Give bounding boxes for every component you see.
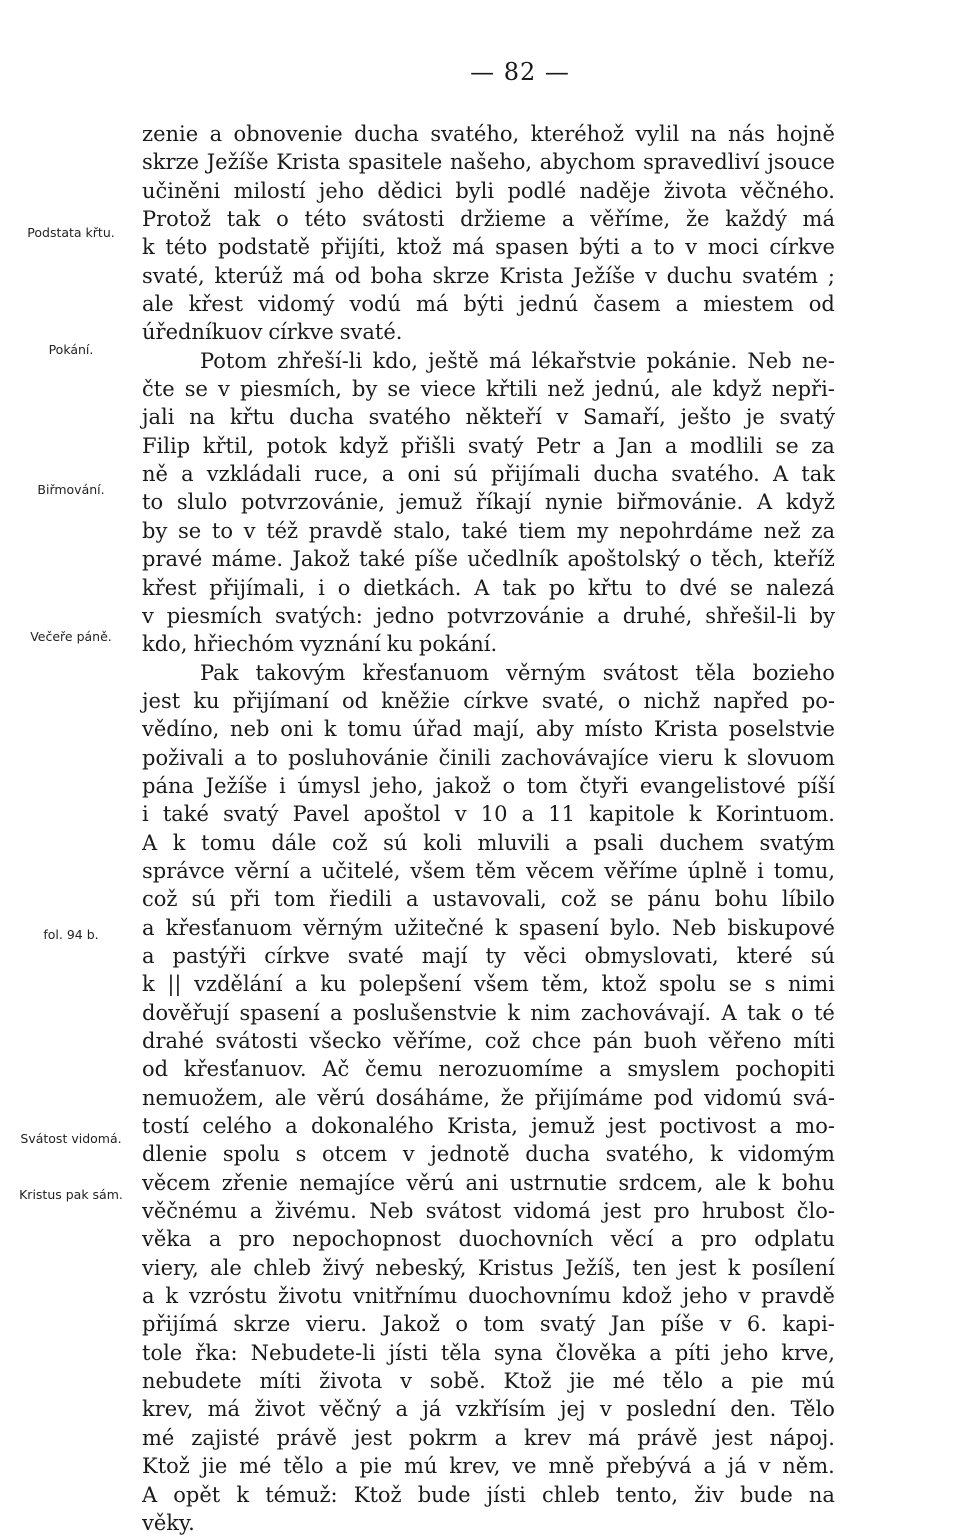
- text-line: věčnému a živému. Neb svátost vidomá jest pro hrubost člo-: [142, 1199, 835, 1224]
- text-line: A k tomu dále což sú koli mluvili a psali duchem svatým: [142, 830, 835, 855]
- text-line: což sú při tom řiedili a ustavovali, což se pánu bohu líbilo: [142, 887, 835, 912]
- text-line: kdo, hřiechóm vyznání ku pokání.: [142, 632, 498, 657]
- text-line: Potom zhřeší-li kdo, ještě má lékařstvie pokánie. Neb ne-: [200, 348, 835, 373]
- text-line: v piesmích svatých: jedno potvrzovánie a druhé, shřešil-li by: [142, 603, 835, 628]
- text-line: i také svatý Pavel apoštol v 10 a 11 kapitole k Korintuom.: [142, 802, 835, 827]
- text-line: dlenie spolu s otcem v jednotě ducha svatého, k vidomým: [142, 1142, 835, 1167]
- text-line: věka a pro nepochopnost duochovních věcí a pro odplatu: [142, 1227, 835, 1252]
- text-line: správce věrní a učitelé, všem těm věcem věříme úplně i tomu,: [142, 858, 835, 883]
- text-line: zenie a obnovenie ducha svatého, kteréhož vylil na nás hojně: [142, 122, 835, 146]
- text-line: a pastýři církve svaté mají ty věci obmyslovati, které sú: [142, 943, 835, 968]
- text-line: poživali a to posluhovánie činili zachovávajíce vieru k slovuom: [142, 745, 835, 770]
- text-line: ale křest vidomý vodú má býti jednú časem a miestem od: [142, 292, 835, 317]
- text-line: a k vzróstu životu vnitřnímu duochovnímu kdož jeho v pravdě: [142, 1284, 835, 1309]
- margin-note: Svátost vidomá.: [20, 1131, 122, 1146]
- text-line: nebudete míti života v sobě. Ktož jie mé tělo a pie mú: [142, 1369, 835, 1394]
- margin-note: Večeře páně.: [30, 629, 112, 644]
- text-line: jest ku přijímaní od kněžie církve svaté, o nichž napřed po-: [142, 688, 835, 713]
- text-line: věky.: [142, 1510, 195, 1535]
- text-line: krev, má život věčný a já vzkřísím jej v poslední den. Tělo: [142, 1397, 835, 1422]
- text-line: k této podstatě přijíti, ktož má spasen býti a to v moci církve: [142, 235, 835, 260]
- page-number: — 82 —: [470, 58, 570, 86]
- margin-note: Biřmování.: [37, 482, 105, 497]
- text-line: věcem zřenie nemajíce věrú ani ustrnutie srdcem, ale k bohu: [142, 1170, 835, 1195]
- text-line: Ktož jie mé tělo a pie mú krev, ve mně přebývá a já v něm.: [142, 1454, 835, 1479]
- text-line: pravé máme. Jakož také píše učedlník apoštolský o těch, kteříž: [142, 547, 835, 572]
- text-line: křest přijímali, i o dietkách. A tak po křtu to dvé se nalezá: [142, 575, 835, 600]
- text-line: ně a vzkládali ruce, a oni sú přijímali ducha svatého. A tak: [142, 462, 835, 487]
- text-line: Protož tak o této svátosti držieme a věříme, že každý má: [142, 207, 835, 232]
- text-line: k || vzdělání a ku polepšení všem těm, ktož spolu se s nimi: [142, 972, 835, 997]
- text-line: učiněni milostí jeho dědici byli podlé naděje života věčného.: [142, 178, 835, 203]
- text-line: A opět k témuž: Ktož bude jísti chleb tento, živ bude na: [142, 1482, 835, 1507]
- text-line: to slulo potvrzovánie, jemuž říkají nynie biřmovánie. A když: [142, 490, 835, 515]
- text-line: vědíno, neb oni k tomu úřad mají, aby místo Krista poselstvie: [142, 717, 835, 742]
- text-line: drahé svátosti všecko věříme, což chce pán buoh věřeno míti: [142, 1029, 835, 1053]
- body-text: [142, 120, 835, 1537]
- text-line: Filip křtil, potok když přišli svatý Petr a Jan a modlili se za: [142, 433, 835, 458]
- margin-note: Podstata křtu.: [27, 225, 115, 240]
- text-line: pána Ježíše i úmysl jeho, jakož o tom čtyři evangelistové píší: [142, 773, 835, 798]
- text-line: mé zajisté právě jest pokrm a krev má právě jest nápoj.: [142, 1425, 835, 1450]
- text-line: nemuožem, ale věrú dosáháme, že přijímáme pod vidomú svá-: [142, 1085, 835, 1110]
- text-line: přijímá skrze vieru. Jakož o tom svatý Jan píše v 6. kapi-: [142, 1312, 835, 1337]
- text-line: a křesťanuom věrným užitečné k spasení bylo. Neb biskupové: [142, 915, 835, 940]
- text-line: jali na křtu ducha svatého někteří v Samaří, ješto je svatý: [142, 405, 835, 430]
- text-line: skrze Ježíše Krista spasitele našeho, abychom spravedliví jsouce: [142, 150, 835, 175]
- text-line: od křesťanuov. Ač čemu nerozuomíme a smyslem pochopiti: [142, 1057, 835, 1082]
- margin-note: Kristus pak sám.: [19, 1187, 123, 1202]
- text-line: viery, ale chleb živý nebeský, Kristus Ježíš, ten jest k posílení: [142, 1255, 835, 1280]
- text-line: by se to v též pravdě stalo, také tiem my nepohrdáme než za: [142, 518, 835, 543]
- text-line: tole řka: Nebudete-li jísti těla syna člověka a píti jeho krve,: [142, 1340, 835, 1365]
- text-line: dověřují spasení a poslušenstvie k nim zachovávají. A tak o té: [142, 1000, 835, 1025]
- text-line: čte se v piesmích, by se viece křtili než jednú, ale když nepři-: [142, 377, 835, 402]
- text-line: úředníkuov církve svaté.: [142, 320, 403, 345]
- text-line: tostí celého a dokonalého Krista, jemuž jest poctivost a mo-: [142, 1114, 835, 1139]
- text-line: svaté, kterúž má od boha skrze Krista Ježíše v duchu svatém ;: [142, 263, 835, 288]
- margin-note: Pokání.: [48, 342, 94, 357]
- text-line: Pak takovým křesťanuom věrným svátost těla bozieho: [200, 660, 835, 685]
- margin-note: fol. 94 b.: [43, 927, 99, 942]
